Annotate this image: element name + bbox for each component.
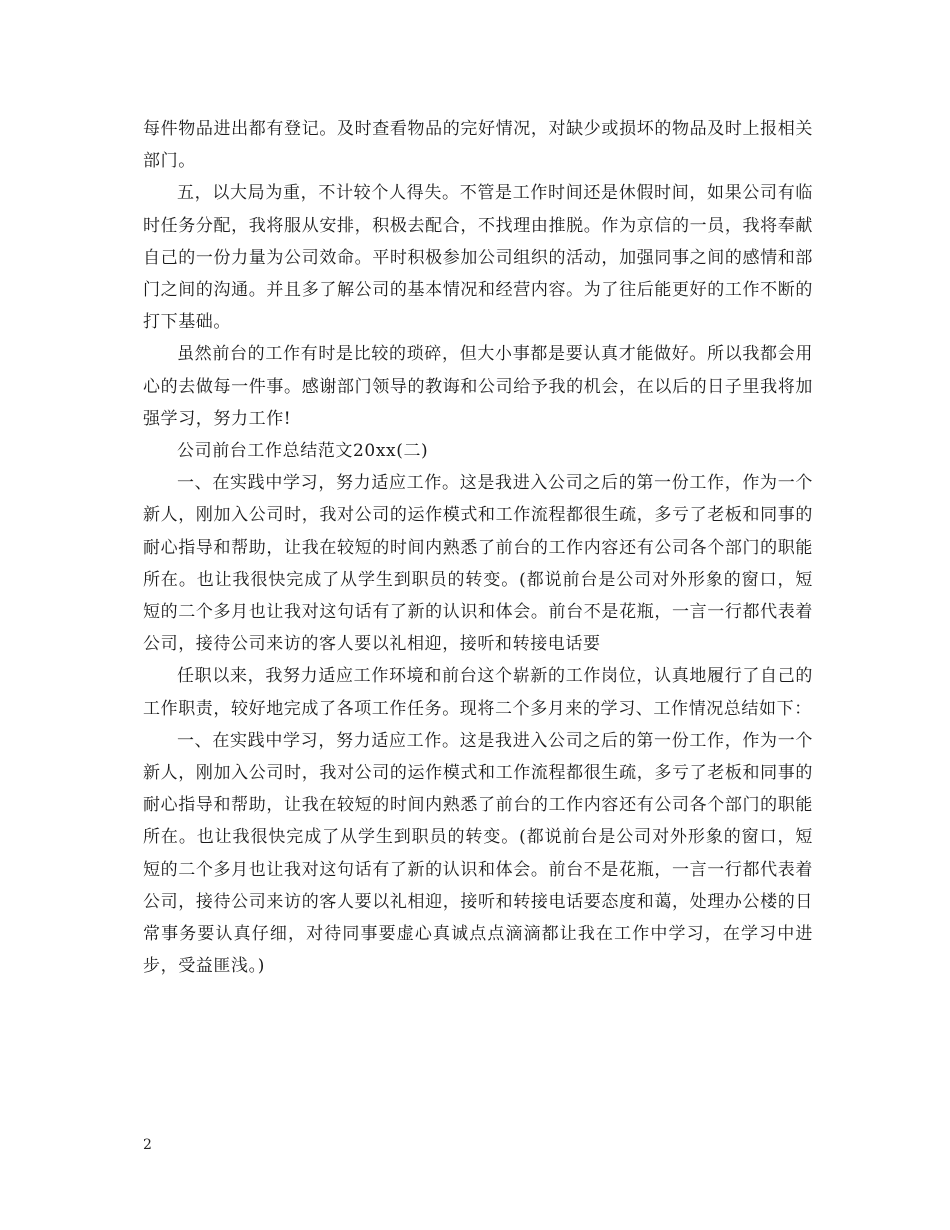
paragraph-6: 一、在实践中学习，努力适应工作。这是我进入公司之后的第一份工作，作为一个新人，刚加入公司时，我对公司的运作模式和工作流程都很生疏，多亏了老板和同事的耐心指导和帮助，让我在较短的时间内熟悉了前台的工作内容还有公司各个部门的职能所在。也让我很快完成了从学生到职员的转变。(都说前台是公司对外形象的窗口，短短的二个多月也让我对这句话有了新的认识和体会。前台不是花瓶，一言一行都代表着公司，接待公司来访的客人要以礼相迎，接听和转接电话要态度和蔼，处理办公楼的日常事务要认真仔细，对待同事要虚心真诚点点滴滴都让我在工作中学习，在学习中进步，受益匪浅。) bbox=[143, 730, 813, 977]
paragraph-2: 五，以大局为重，不计较个人得失。不管是工作时间还是休假时间，如果公司有临时任务分配，我将服从安排，积极去配合，不找理由推脱。作为京信的一员，我将奉献自己的一份力量为公司效命。平时积极参加公司组织的活动，加强同事之间的感情和部门之间的沟通。并且多了解公司的基本情况和经营内容。为了往后能更好的工作不断的打下基础。 bbox=[143, 183, 813, 333]
paragraph-3: 虽然前台的工作有时是比较的琐碎，但大小事都是要认真才能做好。所以我都会用心的去做每一件事。感谢部门领导的教诲和公司给予我的机会，在以后的日子里我将加强学习，努力工作! bbox=[143, 344, 813, 429]
section-heading: 公司前台工作总结范文20xx(二) bbox=[177, 441, 429, 462]
paragraph-5: 任职以来，我努力适应工作环境和前台这个崭新的工作岗位，认真地履行了自己的工作职责，较好地完成了各项工作任务。现将二个多月来的学习、工作情况总结如下： bbox=[143, 666, 813, 719]
paragraph-1: 每件物品进出都有登记。及时查看物品的完好情况，对缺少或损坏的物品及时上报相关部门。 bbox=[143, 119, 813, 172]
paragraph-4: 一、在实践中学习，努力适应工作。这是我进入公司之后的第一份工作，作为一个新人，刚加入公司时，我对公司的运作模式和工作流程都很生疏，多亏了老板和同事的耐心指导和帮助，让我在较短的时间内熟悉了前台的工作内容还有公司各个部门的职能所在。也让我很快完成了从学生到职员的转变。(都说前台是公司对外形象的窗口，短短的二个多月也让我对这句话有了新的认识和体会。前台不是花瓶，一言一行都代表着公司，接待公司来访的客人要以礼相迎，接听和转接电话要 bbox=[143, 473, 813, 655]
page-number: 2 bbox=[143, 1137, 152, 1153]
document-body bbox=[143, 113, 813, 982]
